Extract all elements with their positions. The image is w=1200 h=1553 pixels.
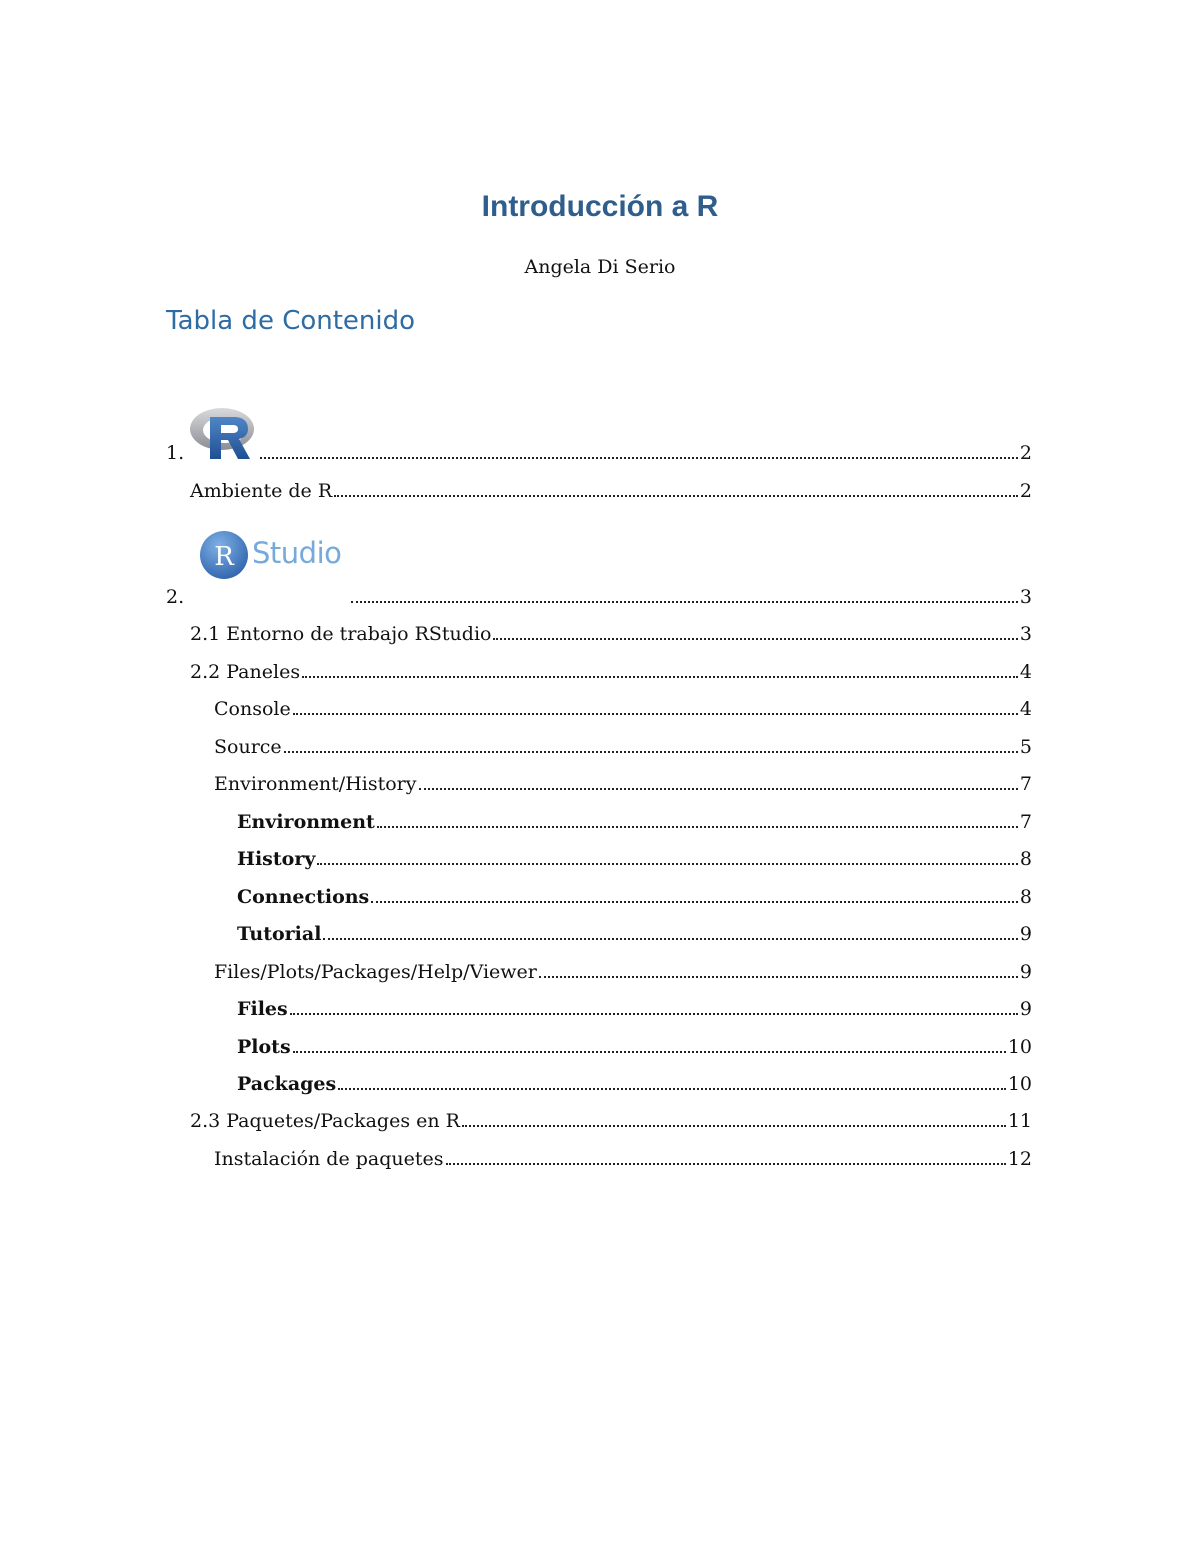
toc-page-number: 7 xyxy=(1019,773,1032,795)
toc-leader xyxy=(302,676,1018,678)
toc-page-number: 10 xyxy=(1007,1073,1032,1095)
toc-page-number: 10 xyxy=(1007,1036,1032,1058)
toc-leader xyxy=(377,826,1018,828)
toc-entry-number: 2. xyxy=(166,586,185,608)
toc-entry-ambiente[interactable] xyxy=(190,476,1032,502)
toc-entry-connections[interactable] xyxy=(237,882,1032,908)
rstudio-logo-text: Studio xyxy=(252,536,342,570)
toc-page-number: 4 xyxy=(1019,661,1032,683)
toc-page-number: 5 xyxy=(1019,736,1032,758)
toc-leader xyxy=(493,638,1017,640)
toc-entry-label: 2.1 Entorno de trabajo RStudio xyxy=(190,623,492,645)
document-title: Introducción a R xyxy=(481,190,719,223)
toc-heading: Tabla de Contenido xyxy=(166,306,416,336)
toc-page-number: 2 xyxy=(1019,442,1032,464)
toc-page-number: 9 xyxy=(1019,998,1032,1020)
toc-page-number: 3 xyxy=(1019,586,1032,608)
svg-text:R: R xyxy=(214,542,234,572)
toc-page-number: 3 xyxy=(1019,623,1032,645)
toc-entry-label: Files xyxy=(237,998,288,1020)
toc-leader xyxy=(338,1088,1006,1090)
toc-entry-number: 1. xyxy=(166,442,185,464)
toc-page-number: 4 xyxy=(1019,698,1032,720)
toc-entry-label: 2.3 Paquetes/Packages en R xyxy=(190,1110,460,1132)
toc-page-number: 12 xyxy=(1007,1148,1032,1170)
toc-entry-label: Files/Plots/Packages/Help/Viewer xyxy=(214,961,537,983)
toc-leader xyxy=(446,1163,1006,1165)
toc-entry-label: Source xyxy=(214,736,282,758)
toc-leader xyxy=(323,938,1017,940)
toc-entry-label: Connections xyxy=(237,886,370,908)
toc-leader xyxy=(293,1051,1006,1053)
toc-entry-label: Tutorial xyxy=(237,923,322,945)
toc-leader xyxy=(539,976,1018,978)
toc-leader xyxy=(351,601,1018,603)
toc-entry-label: 2.2 Paneles xyxy=(190,661,301,683)
toc-entry-environment-history[interactable] xyxy=(214,769,1032,795)
toc-leader xyxy=(284,751,1018,753)
toc-leader xyxy=(371,901,1018,903)
toc-leader xyxy=(293,713,1018,715)
toc-entry-packages[interactable] xyxy=(237,1069,1032,1095)
toc-entry-1[interactable] xyxy=(166,438,1032,464)
toc-page-number: 11 xyxy=(1007,1110,1032,1132)
toc-entry-2[interactable] xyxy=(166,582,1032,608)
document-author: Angela Di Serio xyxy=(524,256,676,278)
toc-entry-label: Console xyxy=(214,698,291,720)
toc-entry-instalacion[interactable] xyxy=(214,1144,1032,1170)
toc-entry-label: Ambiente de R xyxy=(190,480,333,502)
toc-entry-tutorial[interactable] xyxy=(237,919,1032,945)
toc-entry-history[interactable] xyxy=(237,844,1032,870)
toc-page-number: 8 xyxy=(1019,886,1032,908)
toc-entry-files-plots[interactable] xyxy=(214,957,1032,983)
toc-leader xyxy=(317,863,1018,865)
toc-entry-files[interactable] xyxy=(237,994,1032,1020)
toc-leader xyxy=(334,495,1018,497)
toc-entry-label: Environment/History xyxy=(214,773,417,795)
toc-entry-label: Environment xyxy=(237,811,375,833)
toc-leader xyxy=(290,1013,1018,1015)
toc-page-number: 9 xyxy=(1019,923,1032,945)
toc-entry-label: History xyxy=(237,848,316,870)
toc-entry-2-1[interactable] xyxy=(190,619,1032,645)
toc-entry-2-2[interactable] xyxy=(190,657,1032,683)
rstudio-logo-icon xyxy=(198,528,348,584)
toc-entry-environment[interactable] xyxy=(237,807,1032,833)
toc-entry-console[interactable] xyxy=(214,694,1032,720)
toc-page-number: 2 xyxy=(1019,480,1032,502)
toc-page-number: 7 xyxy=(1019,811,1032,833)
toc-leader xyxy=(419,788,1018,790)
toc-entry-source[interactable] xyxy=(214,732,1032,758)
toc-entry-plots[interactable] xyxy=(237,1032,1032,1058)
toc-entry-2-3[interactable] xyxy=(190,1106,1032,1132)
toc-page-number: 9 xyxy=(1019,961,1032,983)
toc-leader xyxy=(462,1125,1006,1127)
toc-entry-label: Plots xyxy=(237,1036,291,1058)
toc-leader xyxy=(260,457,1018,459)
toc-entry-label: Packages xyxy=(237,1073,337,1095)
toc-entry-label: Instalación de paquetes xyxy=(214,1148,444,1170)
toc-page-number: 8 xyxy=(1019,848,1032,870)
